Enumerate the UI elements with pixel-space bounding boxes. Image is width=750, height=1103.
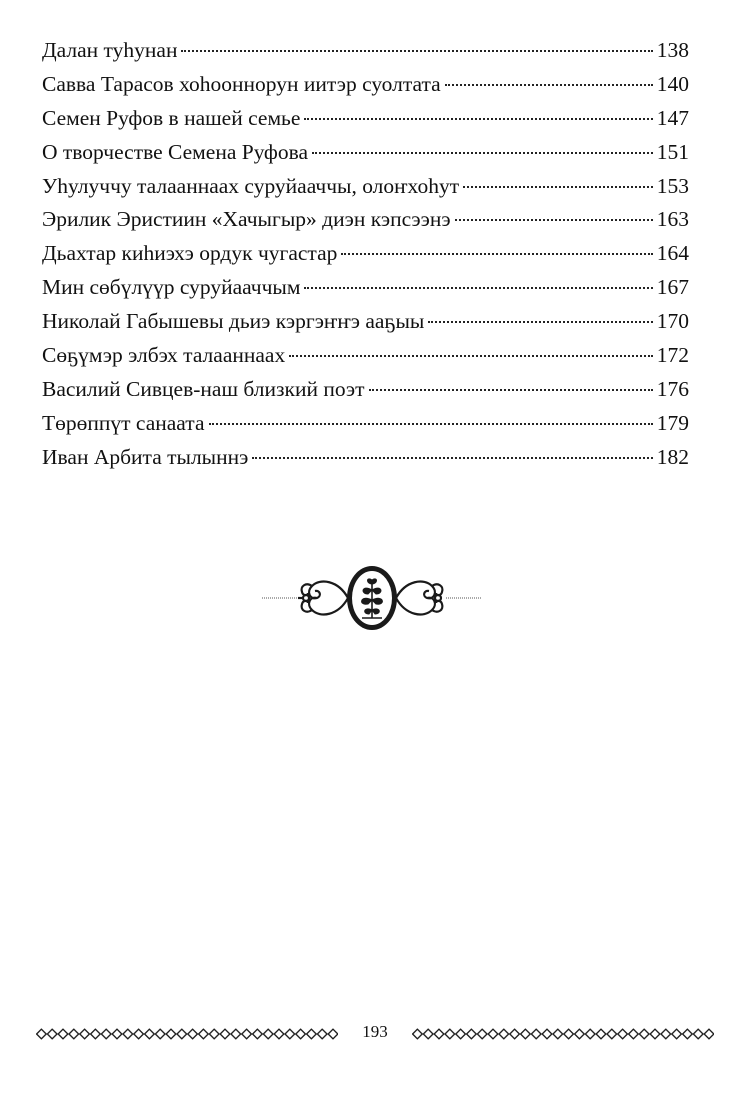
diamond-chain-icon bbox=[36, 1028, 338, 1040]
toc-entry-page: 176 bbox=[656, 376, 689, 401]
toc-leader-dots bbox=[289, 355, 653, 357]
toc-entry bbox=[42, 34, 689, 68]
toc-entry-title: О творчестве Семена Руфова bbox=[42, 139, 309, 164]
toc-entry bbox=[42, 373, 689, 407]
toc-entry bbox=[42, 305, 689, 339]
toc-entry bbox=[42, 271, 689, 305]
toc-leader-dots bbox=[304, 118, 652, 120]
toc-entry-title: Дьахтар киһиэхэ ордук чугастар bbox=[42, 241, 338, 266]
toc-entry-title: Эрилик Эристиин «Хачыгыр» диэн кэпсээнэ bbox=[42, 207, 451, 232]
toc-leader-dots bbox=[463, 186, 653, 188]
toc-entry-page: 138 bbox=[656, 38, 689, 62]
toc-entry bbox=[42, 237, 689, 271]
toc-entry-page: 167 bbox=[656, 275, 689, 300]
toc-leader-dots bbox=[428, 321, 652, 323]
page-number: 193 bbox=[362, 1022, 388, 1041]
toc-leader-dots bbox=[181, 50, 652, 52]
toc-entry-title: Семен Руфов в нашей семье bbox=[42, 105, 301, 130]
toc-entry-page: 179 bbox=[656, 410, 689, 435]
toc-entry-page: 163 bbox=[656, 207, 689, 232]
toc-entry-title: Василий Сивцев-наш близкий поэт bbox=[42, 376, 365, 401]
toc-entry-page: 170 bbox=[656, 309, 689, 334]
toc-leader-dots bbox=[304, 287, 652, 289]
toc-entry bbox=[42, 102, 689, 136]
toc-entry-page: 151 bbox=[656, 139, 689, 164]
toc-entry bbox=[42, 441, 689, 475]
diamond-chain-icon bbox=[412, 1028, 714, 1040]
toc-entry-title: Николай Габышевы дьиэ кэргэҥҥэ ааҕыы bbox=[42, 309, 425, 334]
toc-leader-dots bbox=[252, 457, 652, 459]
toc-entry-page: 147 bbox=[656, 105, 689, 130]
toc-entry bbox=[42, 339, 689, 373]
toc-leader-dots bbox=[341, 253, 652, 255]
toc-entry-title: Савва Тарасов хоһооннорун иитэр суолтата bbox=[42, 71, 441, 96]
page-footer bbox=[30, 1018, 720, 1048]
toc-entry bbox=[42, 407, 689, 441]
toc-entry-title: Сөҕүмэр элбэх талааннаах bbox=[42, 343, 286, 368]
toc-entry bbox=[42, 68, 689, 102]
toc-entry bbox=[42, 203, 689, 237]
toc-entry-title: Мин сөбүлүүр суруйааччым bbox=[42, 275, 301, 300]
toc-leader-dots bbox=[312, 152, 653, 154]
toc-entry-title: Уһулуччу талааннаах суруйааччы, олоҥхоһут bbox=[42, 173, 460, 198]
toc-leader-dots bbox=[209, 423, 653, 425]
toc-entry-page: 153 bbox=[656, 173, 689, 198]
toc-entry-title: Далан туһунан bbox=[42, 38, 178, 62]
floral-medallion-icon bbox=[262, 560, 482, 636]
toc-entry-title: Иван Арбита тылыннэ bbox=[42, 444, 249, 469]
toc-leader-dots bbox=[445, 84, 653, 86]
toc-entry-page: 164 bbox=[656, 241, 689, 266]
toc-entry bbox=[42, 170, 689, 204]
toc-entry-page: 172 bbox=[656, 343, 689, 368]
toc-entry-page: 140 bbox=[656, 71, 689, 96]
toc-entry-page: 182 bbox=[656, 444, 689, 469]
toc-entry bbox=[42, 136, 689, 170]
toc-entry-title: Төрөппүт санаата bbox=[42, 410, 205, 435]
toc-leader-dots bbox=[455, 219, 653, 221]
table-of-contents bbox=[42, 34, 689, 475]
toc-leader-dots bbox=[369, 389, 653, 391]
